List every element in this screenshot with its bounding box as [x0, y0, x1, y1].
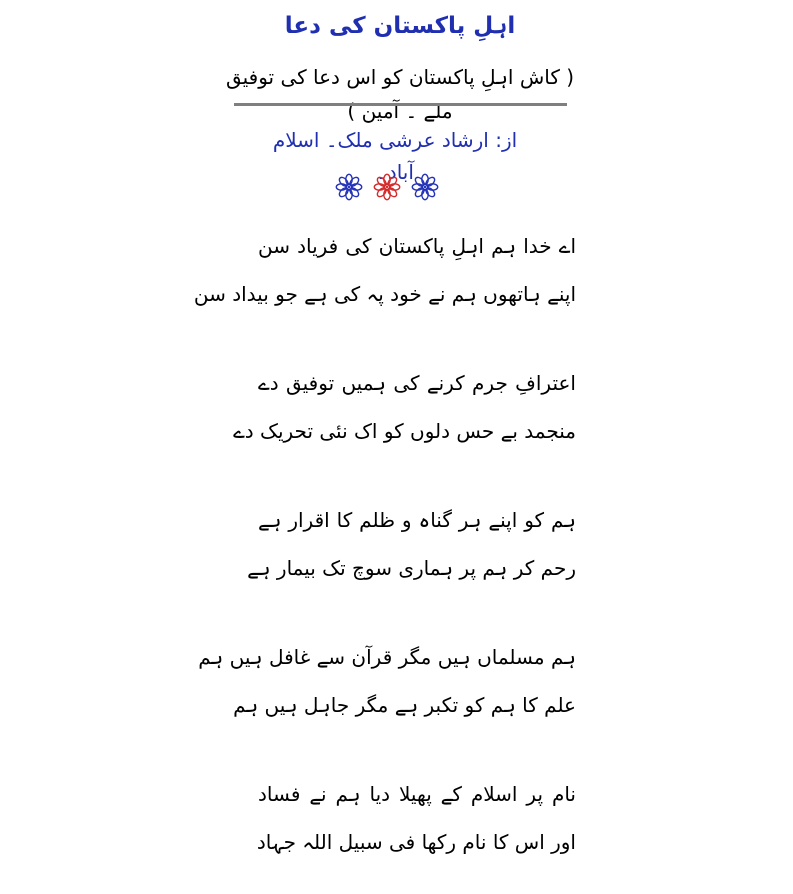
- ornament-petal: [348, 186, 360, 198]
- ornament-petal: [386, 176, 398, 188]
- divider: [234, 103, 567, 106]
- page-title: اہلِ پاکستان کی دعا: [284, 13, 516, 39]
- poem-line: نام پر اسلام کے پھیلا دیا ہم نے فساد: [258, 782, 576, 806]
- ornament-shape: [412, 174, 437, 199]
- stanza: [247, 496, 576, 592]
- stanza: [233, 359, 576, 455]
- ornament-petal: [386, 186, 398, 198]
- flower-ornament-icon: [411, 173, 439, 201]
- ornament-petal: [414, 186, 426, 198]
- ornament-dot: [348, 186, 350, 188]
- stanza: [193, 222, 576, 318]
- ornament-petal: [376, 176, 388, 188]
- ornament-shape: [336, 174, 361, 199]
- author-line: از: ارشاد عرشی ملک۔ اسلام آباد۔: [272, 128, 518, 184]
- ornament-petal: [424, 176, 436, 188]
- poem-line: اور اس کا نام رکھا فی سبیل اللہ جہاد: [256, 830, 576, 854]
- page-subtitle: ( کاش اہلِ پاکستان کو اس دعا کی توفیق ملے ۔ آمین ): [225, 65, 575, 123]
- flower-ornament-icon: [373, 173, 401, 201]
- flower-ornament-icon: [335, 173, 363, 201]
- ornament-petal: [348, 176, 360, 188]
- poem: [193, 222, 576, 866]
- poem-line: اے خدا ہم اہلِ پاکستان کی فریاد سن: [258, 234, 576, 258]
- ornament-shape: [374, 174, 399, 199]
- ornament-petal: [414, 176, 426, 188]
- poem-line: منجمد بے حس دلوں کو اک نئی تحریک دے: [233, 419, 576, 443]
- poem-line: اپنے ہاتھوں ہم نے خود پہ کی ہے جو بیداد سن: [193, 282, 576, 306]
- ornament-dot: [424, 186, 426, 188]
- stanza: [258, 770, 576, 866]
- stanza: [198, 633, 576, 729]
- poem-line: رحم کر ہم پر ہماری سوچ تک بیمار ہے: [247, 556, 576, 580]
- ornament-petal: [424, 186, 436, 198]
- poem-line: ہم مسلماں ہیں مگر قرآن سے غافل ہیں ہم: [198, 645, 576, 669]
- ornament-petal: [376, 186, 388, 198]
- ornament-dot: [386, 186, 388, 188]
- poem-line: ہم کو اپنے ہر گناہ و ظلم کا اقرار ہے: [258, 508, 576, 532]
- poem-line: اعترافِ جرم کرنے کی ہمیں توفیق دے: [258, 371, 576, 395]
- ornament-row: [335, 173, 439, 201]
- poem-line: علم کا ہم کو تکبر ہے مگر جاہل ہیں ہم: [233, 693, 576, 717]
- ornament-petal: [338, 186, 350, 198]
- ornament-petal: [338, 176, 350, 188]
